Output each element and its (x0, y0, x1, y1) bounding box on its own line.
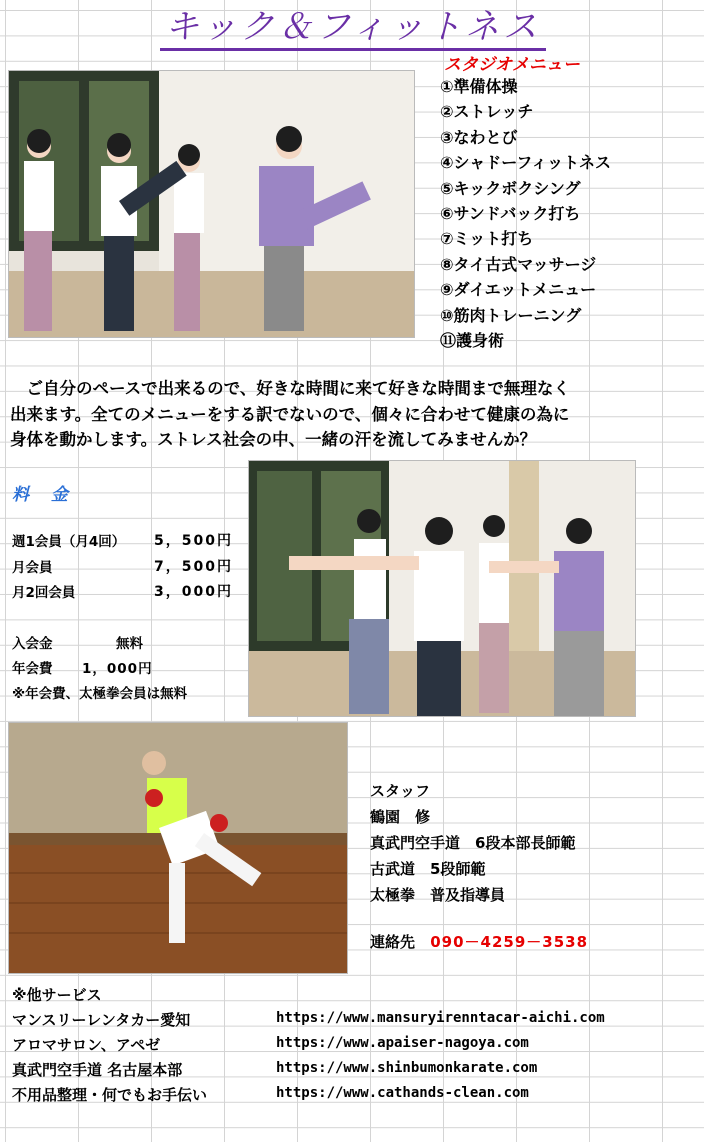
studio-menu-heading: スタジオメニュー (444, 55, 580, 75)
description-line: ご自分のペースで出来るので、好きな時間に来て好きな時間まで無理なく (10, 379, 570, 398)
contact-row (370, 929, 588, 955)
fee-note: ※年会費、太極拳会員は無料 (12, 686, 188, 702)
staff-credential: 真武門空手道 6段本部長師範 (370, 834, 576, 852)
menu-item: ④シャドーフィットネス (440, 153, 611, 173)
plan-label: 月2回会員 (12, 585, 76, 601)
menu-item: ⑤キックボクシング (440, 178, 581, 198)
service-name: マンスリーレンタカー愛知 (12, 1011, 191, 1029)
plan-label: 月会員 (12, 560, 53, 576)
staff-heading: スタッフ (370, 782, 431, 800)
studio-menu-list (440, 74, 611, 353)
description-line: 身体を動かします。ストレス社会の中、一緒の汗を流してみませんか？ (10, 430, 537, 450)
description-paragraph (10, 376, 690, 453)
services-heading: ※他サービス (12, 986, 102, 1004)
menu-item: ⑦ミット打ち (440, 229, 534, 249)
staff-info (370, 778, 575, 908)
instructor-photo (8, 722, 348, 974)
plan-price: 7，500円 (154, 559, 233, 575)
page-title: キック＆フィットネス (160, 6, 546, 51)
menu-item: ③なわとび (440, 127, 518, 147)
staff-credential: 太極拳 普及指導員 (370, 886, 506, 904)
annual-fee-label: 年会費 (12, 661, 53, 677)
service-url[interactable]: https://www.apaiser-nagoya.com (276, 1035, 529, 1051)
plan-label: 週1会員（月4回） (12, 534, 126, 550)
menu-item: ⑨ダイエットメニュー (440, 280, 597, 300)
punch-class-photo (248, 460, 636, 717)
menu-item: ①準備体操 (440, 77, 518, 96)
plan-price: 5，500円 (154, 533, 233, 549)
kick-class-photo (8, 70, 415, 338)
service-url[interactable]: https://www.shinbumonkarate.com (276, 1060, 538, 1076)
service-url[interactable]: https://www.mansuryirenntacar-aichi.com (276, 1010, 605, 1026)
contact-label: 連絡先 (370, 933, 416, 951)
service-url[interactable]: https://www.cathands-clean.com (276, 1085, 529, 1101)
phone-number[interactable]: 090－4259－3538 (430, 933, 589, 951)
menu-item: ⑥サンドバック打ち (440, 203, 581, 223)
staff-credential: 古武道 5段師範 (370, 860, 486, 878)
fees-heading: 料 金 (12, 485, 76, 505)
menu-item: ⑩筋肉トレーニング (440, 305, 582, 325)
enrollment-fee-label: 入会金 (12, 636, 53, 652)
staff-name: 鶴園 修 (370, 808, 431, 826)
menu-item: ⑪護身術 (440, 330, 505, 350)
menu-item: ②ストレッチ (440, 102, 534, 122)
enrollment-fee-value: 無料 (116, 636, 143, 652)
service-name: 不用品整理・何でもお手伝い (12, 1086, 208, 1104)
menu-item: ⑧タイ古式マッサージ (440, 254, 597, 274)
plan-price: 3，000円 (154, 584, 233, 600)
annual-fee-value: 1，000円 (82, 661, 153, 677)
service-name: アロマサロン、アペゼ (12, 1036, 161, 1054)
description-line: 出来ます。全てのメニューをする訳でないので、個々に合わせて健康の為に (10, 404, 570, 424)
service-name: 真武門空手道 名古屋本部 (12, 1061, 183, 1079)
